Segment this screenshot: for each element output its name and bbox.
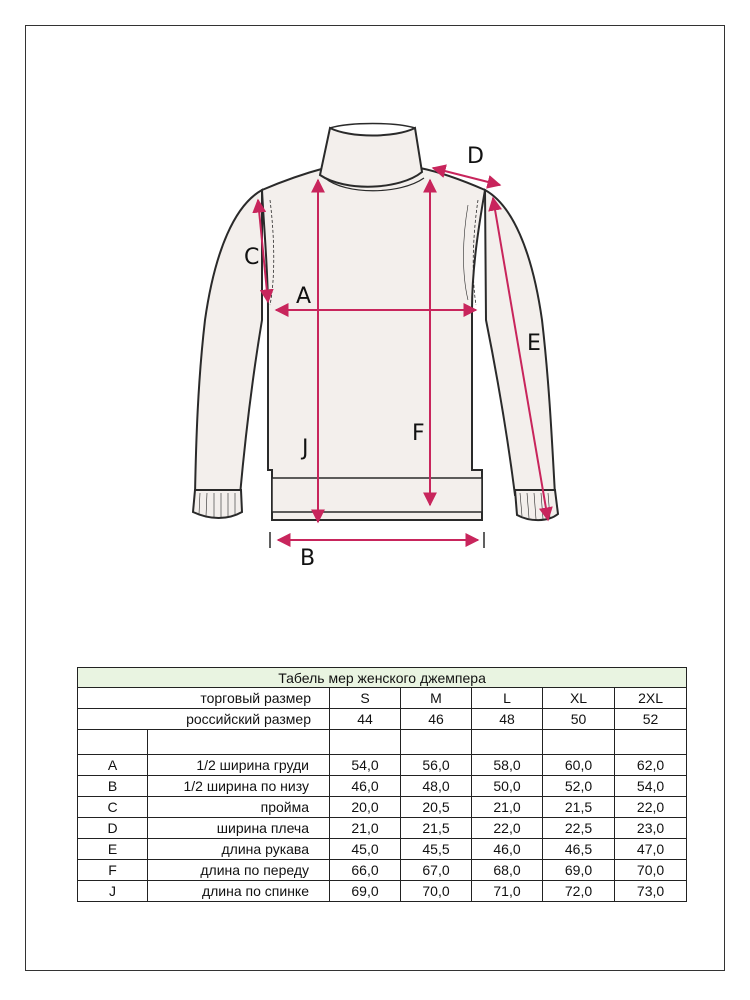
label-d: D [467, 144, 484, 169]
left-cuff [193, 490, 242, 518]
row-value: 22,5 [543, 818, 615, 839]
trade-size-s: S [330, 688, 401, 709]
row-parameter: длина рукава [148, 839, 330, 860]
row-parameter: пройма [148, 797, 330, 818]
row-code: F [78, 860, 148, 881]
table-row [78, 860, 687, 881]
row-value: 68,0 [472, 860, 543, 881]
russian-size: 50 [543, 709, 615, 730]
table-title: Табель мер женского джемпера [78, 668, 687, 688]
table-row [78, 818, 687, 839]
row-value: 21,5 [543, 797, 615, 818]
trade-size-l: L [472, 688, 543, 709]
label-e: E [527, 331, 541, 356]
label-f: F [412, 421, 425, 446]
russian-size: 52 [615, 709, 687, 730]
row-value: 20,0 [330, 797, 401, 818]
row-code: A [78, 755, 148, 776]
row-value: 70,0 [615, 860, 687, 881]
row-parameter: длина по переду [148, 860, 330, 881]
row-value: 72,0 [543, 881, 615, 902]
row-value: 46,0 [472, 839, 543, 860]
row-parameter: 1/2 ширина груди [148, 755, 330, 776]
turtleneck-collar [320, 128, 422, 187]
row-value: 20,5 [401, 797, 472, 818]
table-row [78, 755, 687, 776]
trade-size-xl: XL [543, 688, 615, 709]
row-value: 62,0 [615, 755, 687, 776]
row-value: 46,5 [543, 839, 615, 860]
table-row [78, 797, 687, 818]
label-b: B [300, 546, 316, 571]
table-row [78, 881, 687, 902]
row-value: 71,0 [472, 881, 543, 902]
row-value: 22,0 [615, 797, 687, 818]
row-value: 66,0 [330, 860, 401, 881]
hem-band [272, 478, 482, 512]
measurement-rows [78, 755, 687, 902]
row-value: 60,0 [543, 755, 615, 776]
right-sleeve [485, 190, 555, 495]
russian-size-label: российский размер [78, 709, 330, 730]
right-cuff [515, 490, 558, 520]
row-value: 69,0 [330, 881, 401, 902]
row-value: 46,0 [330, 776, 401, 797]
left-sleeve [195, 190, 262, 495]
row-value: 21,0 [472, 797, 543, 818]
row-value: 69,0 [543, 860, 615, 881]
jumper-body [262, 168, 485, 520]
row-value: 21,5 [401, 818, 472, 839]
row-value: 54,0 [615, 776, 687, 797]
row-code: D [78, 818, 148, 839]
trade-size-m: M [401, 688, 472, 709]
label-j: J [302, 436, 309, 461]
row-value: 50,0 [472, 776, 543, 797]
row-value: 47,0 [615, 839, 687, 860]
row-value: 22,0 [472, 818, 543, 839]
row-value: 45,5 [401, 839, 472, 860]
row-parameter: длина по спинке [148, 881, 330, 902]
trade-size-2xl: 2XL [615, 688, 687, 709]
row-value: 21,0 [330, 818, 401, 839]
label-c: C [244, 245, 260, 270]
row-value: 67,0 [401, 860, 472, 881]
trade-size-label: торговый размер [78, 688, 330, 709]
row-value: 54,0 [330, 755, 401, 776]
russian-size: 48 [472, 709, 543, 730]
spacer-row [78, 730, 687, 755]
size-table [77, 667, 687, 902]
row-parameter: 1/2 ширина по низу [148, 776, 330, 797]
table-row [78, 776, 687, 797]
row-value: 73,0 [615, 881, 687, 902]
russian-size: 46 [401, 709, 472, 730]
row-value: 52,0 [543, 776, 615, 797]
row-code: C [78, 797, 148, 818]
table-row [78, 839, 687, 860]
row-code: E [78, 839, 148, 860]
row-parameter: ширина плеча [148, 818, 330, 839]
label-a: A [296, 284, 312, 309]
row-value: 23,0 [615, 818, 687, 839]
row-value: 70,0 [401, 881, 472, 902]
row-value: 48,0 [401, 776, 472, 797]
row-value: 56,0 [401, 755, 472, 776]
row-code: J [78, 881, 148, 902]
row-value: 58,0 [472, 755, 543, 776]
row-value: 45,0 [330, 839, 401, 860]
row-code: B [78, 776, 148, 797]
russian-size: 44 [330, 709, 401, 730]
